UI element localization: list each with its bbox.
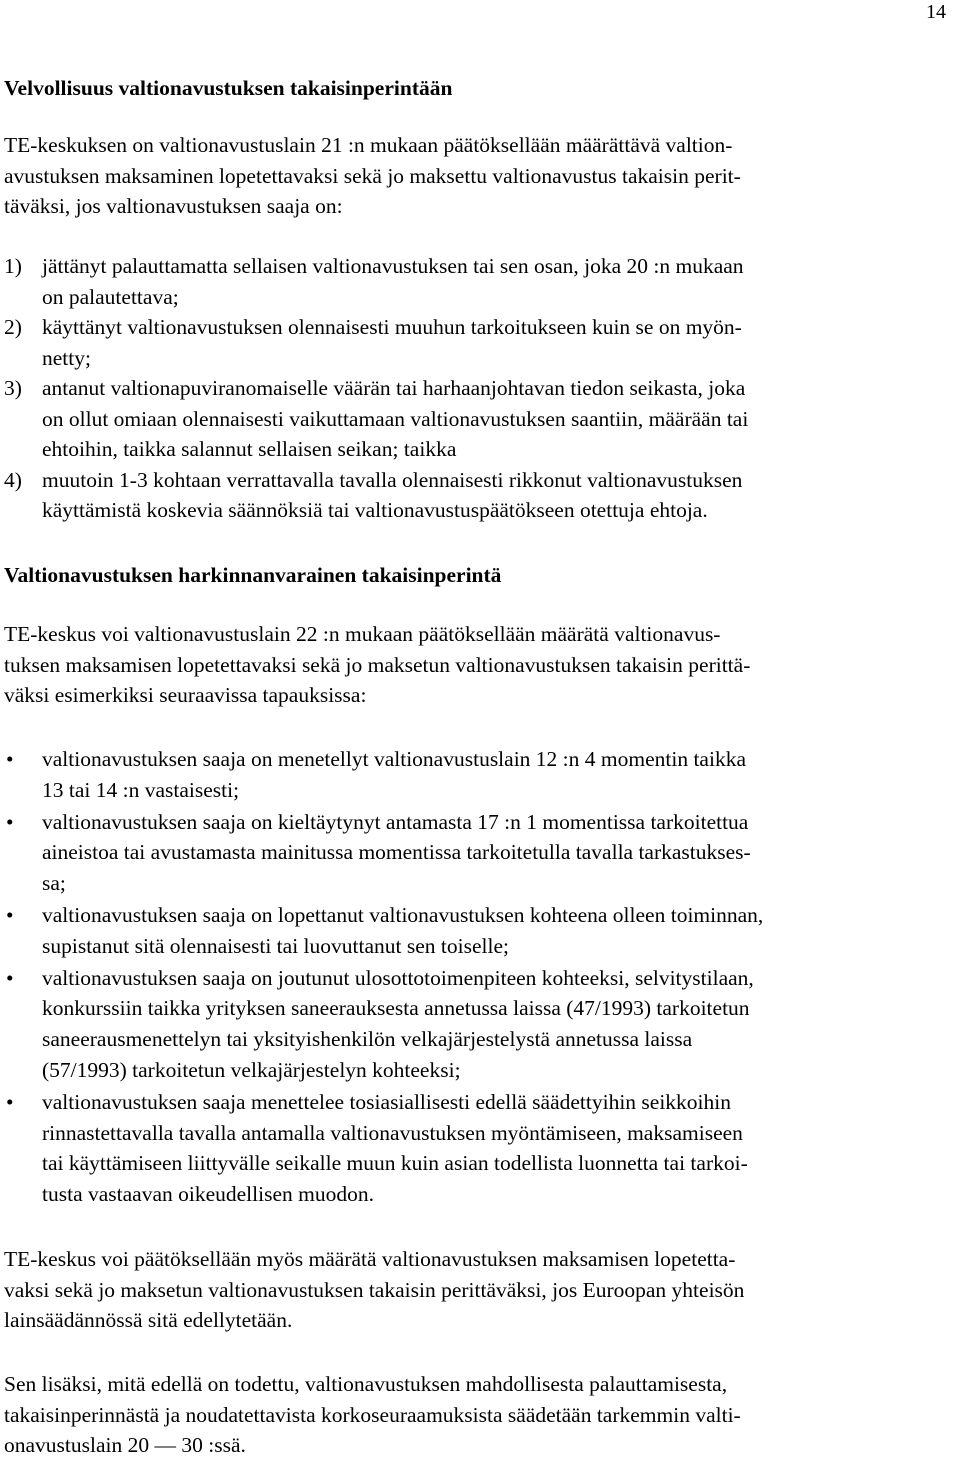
bullet-list	[4, 744, 952, 1211]
text-line: TE-keskuksen on valtionavustuslain 21 :n mukaan päätöksellään määrättävä valtion-	[4, 133, 733, 157]
bullet-icon: •	[6, 965, 14, 990]
list-item-number: 4)	[4, 467, 22, 492]
text-line: käyttänyt valtionavustuksen olennaisesti muuhun tarkoitukseen kuin se on myön-	[42, 315, 742, 339]
bullet-item	[4, 807, 952, 899]
text-line: tai käyttämiseen liittyvälle seikalle muun kuin asian todellista luonnetta tai tarkoi-	[42, 1151, 748, 1176]
text-line: konkurssiin taikka yrityksen saneerauksesta annetussa laissa (47/1993) tarkoitetun	[42, 996, 750, 1021]
text-line: supistanut sitä olennaisesti tai luovuttanut sen toiselle;	[42, 933, 509, 958]
paragraph-further-provisions	[4, 1369, 952, 1461]
bullet-item	[4, 963, 952, 1086]
section2-intro	[4, 619, 952, 711]
text-line: on palautettava;	[42, 284, 179, 309]
text-line: 13 tai 14 :n vastaisesti;	[42, 777, 240, 802]
text-line: valtionavustuksen saaja on kieltäytynyt antamasta 17 :n 1 momentissa tarkoitettua	[42, 809, 749, 834]
text-line: netty;	[42, 345, 91, 370]
text-line: TE-keskus voi valtionavustuslain 22 :n mukaan päätöksellään määrätä valtionavus-	[4, 622, 721, 646]
bullet-icon: •	[6, 747, 14, 771]
bullet-item	[4, 900, 952, 962]
text-line: valtionavustuksen saaja on menetellyt valtionavustuslain 12 :n 4 momentin taikka	[42, 747, 746, 771]
list-item	[4, 373, 952, 465]
text-line: valtionavustuksen saaja on lopettanut valtionavustuksen kohteena olleen toiminnan,	[42, 902, 764, 927]
list-item-number: 1)	[4, 254, 22, 278]
text-line: täväksi, jos valtionavustuksen saaja on:	[4, 194, 343, 218]
text-line: Sen lisäksi, mitä edellä on todettu, valtionavustuksen mahdollisesta palauttamisesta,	[4, 1372, 728, 1396]
bullet-icon: •	[6, 1089, 14, 1114]
text-line: TE-keskus voi päätöksellään myös määrätä valtionavustuksen maksamisen lopetetta-	[4, 1247, 736, 1271]
text-line: onavustuslain 20 — 30 :ssä.	[4, 1433, 246, 1457]
text-line: valtionavustuksen saaja on joutunut ulosottotoimenpiteen kohteeksi, selvitystilaan,	[42, 965, 754, 990]
list-item	[4, 465, 952, 526]
section1-intro	[4, 130, 952, 222]
bullet-icon: •	[6, 902, 14, 927]
text-line: on ollut omiaan olennaisesti vaikuttamaan valtionavustuksen saantiin, määrään tai	[42, 406, 749, 431]
paragraph-eu-law	[4, 1244, 952, 1336]
list-item-number: 2)	[4, 315, 22, 339]
text-line: (57/1993) tarkoitetun velkajärjestelyn kohteeksi;	[42, 1057, 461, 1082]
text-line: väksi esimerkiksi seuraavissa tapauksissa:	[4, 683, 367, 707]
text-line: sa;	[42, 871, 66, 896]
section-heading-obligation: Velvollisuus valtionavustuksen takaisinperintään	[4, 76, 453, 100]
text-line: avustuksen maksaminen lopetettavaksi sekä jo maksettu valtionavustus takaisin perit-	[4, 163, 741, 188]
list-item-number: 3)	[4, 376, 22, 400]
text-line: rinnastettavalla tavalla antamalla valtionavustuksen myöntämiseen, maksamiseen	[42, 1120, 743, 1145]
list-item	[4, 312, 952, 373]
text-line: tuksen maksamisen lopetettavaksi sekä jo maksetun valtionavustuksen takaisin perittä-	[4, 652, 751, 677]
text-line: muutoin 1-3 kohtaan verrattavalla tavalla olennaisesti rikkonut valtionavustuksen	[42, 467, 743, 492]
text-line: tusta vastaavan oikeudellisen muodon.	[42, 1182, 374, 1207]
text-line: valtionavustuksen saaja menettelee tosiasiallisesti edellä säädettyihin seikkoihin	[42, 1089, 732, 1114]
bullet-item	[4, 744, 952, 806]
text-line: takaisinperinnästä ja noudatettavista korkoseuraamuksista säädetään tarkemmin valti-	[4, 1402, 741, 1427]
text-line: vaksi sekä jo maksetun valtionavustuksen takaisin perittäväksi, jos Euroopan yhteisön	[4, 1277, 745, 1302]
text-line: aineistoa tai avustamasta mainitussa momentissa tarkoitetulla tavalla tarkastukses-	[42, 840, 751, 865]
text-line: lainsäädännössä sitä edellytetään.	[4, 1308, 293, 1332]
section-heading-discretionary: Valtionavustuksen harkinnanvarainen takaisinperintä	[4, 563, 502, 587]
bullet-item	[4, 1087, 952, 1210]
text-line: antanut valtionapuviranomaiselle väärän tai harhaanjohtavan tiedon seikasta, joka	[42, 376, 746, 400]
page-number: 14	[926, 1, 946, 23]
text-line: käyttämistä koskevia säännöksiä tai valtionavustuspäätökseen otettuja ehtoja.	[42, 498, 708, 522]
list-item	[4, 251, 952, 312]
text-line: ehtoihin, taikka salannut sellaisen seikan; taikka	[42, 437, 457, 461]
numbered-list	[4, 251, 952, 526]
bullet-icon: •	[6, 809, 14, 834]
text-line: saneerausmenettelyn tai yksityishenkilön velkajärjestelystä annetussa laissa	[42, 1027, 693, 1052]
text-line: jättänyt palauttamatta sellaisen valtionavustuksen tai sen osan, joka 20 :n mukaan	[42, 254, 744, 278]
